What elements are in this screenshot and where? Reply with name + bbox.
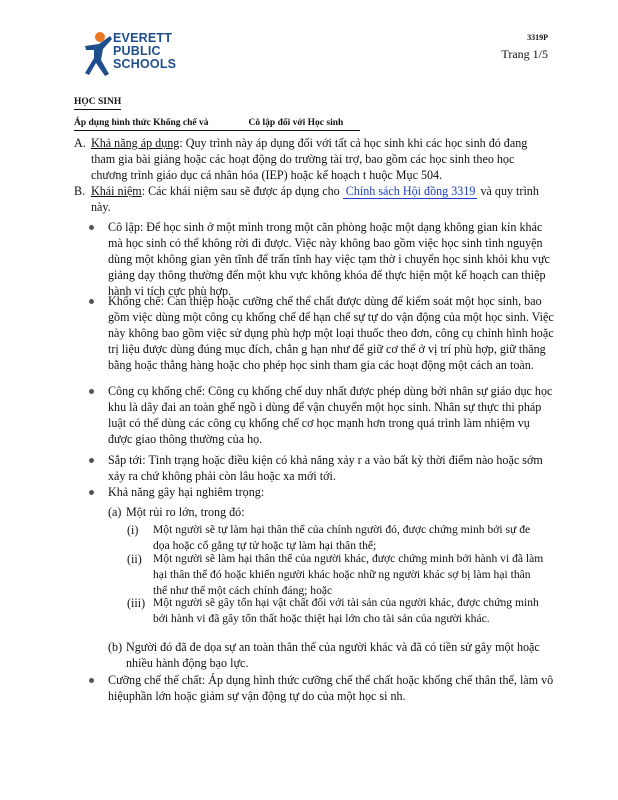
page-number: Trang 1/5 — [501, 47, 548, 61]
bullet-icon — [89, 225, 94, 230]
definition-restraint: Khống chế: Can thiệp hoặc cưỡng chế thể chất được dùng để kiểm soát một học sinh, bao gồm việc dùng một công cụ khống chế để hạn chế sự tự do vận động của một học sinh. Việc này không bao gồm việc sử dụng phù hợp một loại thuốc theo đơn, công cụ chỉnh hình hoặc trị liệu được dùng đúng mục đích, chẳn g hạn như để giữ cơ thể ở vị trí phù hợp, giữ thăng bằng hoặc thẳng hàng hoặc cho phép học sinh tham gia các hoạt động một cách an toàn. — [108, 294, 554, 372]
section-a-text: : Quy trình này áp dụng đối với tất cả học sinh khi các học sinh đó đang tham gia bài giảng hoặc các hoạt động do trường tài trợ, bao gồm các học sinh theo học chương trình giáo dục cá nhân hóa (IEP) hoặc kế hoạch t huộc Mục 504. — [91, 136, 528, 182]
bullet-icon — [89, 458, 94, 463]
harm-subitem-iii-text: Một người sẽ gây tổn hại vật chất đối với tài sản của người khác, được chứng minh bởi hành vi đã gây tổn thất hoặc thiệt hại lớn cho tài sản của người khác. — [153, 596, 539, 625]
harm-subitem-iii — [127, 595, 547, 627]
harm-item-b-marker: (b) — [108, 640, 123, 654]
definition-isolation: Cô lập: Để học sinh ở một mình trong một căn phòng hoặc một dạng không gian kín khác mà học sinh có thể không rời đi được. Việc này không bao gồm việc học sinh tình nguyện dùng một không gian yên tĩnh để trấn tĩnh hay việc tạm thờ i chuyển học sinh khỏi khu vực giảng dạy thông thường đến một khu vực không khóa để thực hiện một kế hoạch can thiệp hành vi tích cực phù hợp. — [108, 220, 550, 298]
harm-item-b-text: Người đó đã đe dọa sự an toàn thân thể của người khác và đã có tiền sử gây một hoặc nhiều hành động bạo lực. — [126, 640, 540, 670]
harm-subitem-i-text: Một người sẽ tự làm hại thân thể của chính người đó, được chứng minh bởi sự đe dọa hoặc cố gắng tự tử hoặc tự làm hại thân thể; — [153, 523, 531, 552]
logo-text-public: PUBLIC — [113, 44, 161, 58]
bullet-icon — [89, 389, 94, 394]
student-figure-icon — [82, 30, 114, 80]
section-a-marker: A. — [74, 136, 86, 150]
section-b — [74, 183, 552, 215]
harm-subitem-ii-text: Một người sẽ làm hại thân thể của người khác, được chứng minh bởi hành vi đã làm hại thân thể đó hoặc khiến người khác hoặc nhữ ng người khác sợ bị làm hại thân thể như thế một cách chính đáng; hoặc — [153, 552, 544, 597]
section-b-text-after: và quy trình này. — [91, 184, 539, 214]
board-policy-link[interactable]: Chính sách Hội đồng 3319 — [343, 184, 478, 199]
harm-subitem-i — [127, 522, 547, 554]
harm-subitem-i-marker: (i) — [127, 523, 139, 537]
harm-subitem-ii-marker: (ii) — [127, 552, 142, 566]
logo-text-everett: EVERETT — [113, 31, 173, 45]
logo-text-schools: SCHOOLS — [113, 57, 177, 71]
harm-item-b — [108, 639, 554, 671]
section-b-heading: Khái niệm — [91, 184, 142, 198]
title-right: Cô lập đối với Học sinh — [248, 118, 344, 128]
definition-restraint-device: Công cụ khống chế: Công cụ khống chế duy nhất được phép dùng bởi nhân sự giáo dục học khu là dây đai an toàn ghế ngồ i dùng để vận chuyển một học sinh. Nhân sự thực thi pháp luật có thể dùng các công cụ khống chế cơ học mạnh hơn trong quá trình làm nhiệm vụ được giao thông thường của họ. — [108, 384, 553, 446]
definition-imminent: Sắp tới: Tình trạng hoặc điều kiện có khả năng xảy r a vào bất kỳ thời điểm nào hoặc sớm xảy ra chứ không phải còn lâu hoặc xa mới tới. — [108, 453, 543, 483]
harm-subitem-ii — [127, 551, 547, 599]
bullet-icon — [89, 490, 94, 495]
section-b-text: : Các khái niệm sau sẽ được áp dụng cho — [141, 184, 340, 198]
harm-item-a — [108, 504, 554, 520]
section-label: HỌC SINH — [74, 96, 121, 110]
harm-item-a-text: Một rủi ro lớn, trong đó: — [126, 505, 245, 519]
section-a-heading: Khả năng áp dụng — [91, 136, 180, 150]
definition-physical-restraint: Cưỡng chế thể chất: Áp dụng hình thức cưỡng chế thể chất hoặc khống chế thân thể, làm vô hiệuphần lớn hoặc giảm sự vận động tự do của một học si nh. — [108, 673, 554, 703]
section-b-marker: B. — [74, 184, 86, 198]
title-left: Áp dụng hình thức Khống chế và — [74, 118, 209, 128]
policy-number: 3319P — [527, 33, 548, 42]
section-a — [74, 135, 552, 183]
bullet-icon — [89, 678, 94, 683]
harm-subitem-iii-marker: (iii) — [127, 596, 146, 610]
harm-item-a-marker: (a) — [108, 505, 122, 519]
bullet-icon — [89, 299, 94, 304]
district-logo — [82, 30, 192, 82]
definition-serious-harm: Khả năng gây hại nghiêm trọng: — [108, 485, 265, 499]
document-title — [74, 117, 360, 131]
